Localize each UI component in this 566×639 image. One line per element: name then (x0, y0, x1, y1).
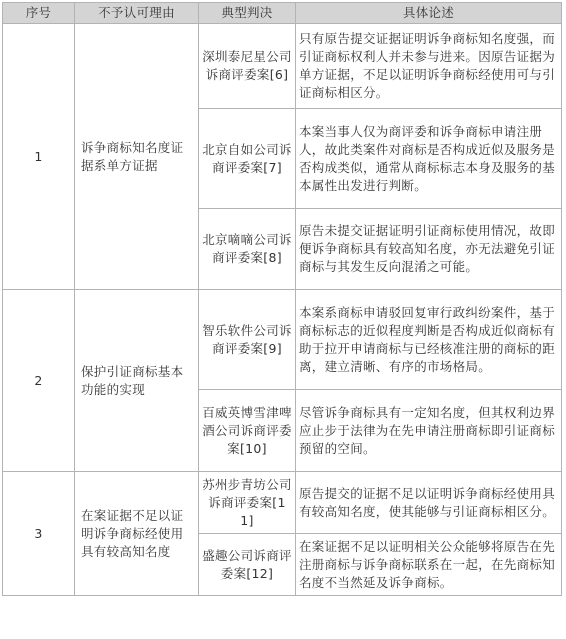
table-row (3, 290, 562, 390)
argument-cell: 本案系商标申请驳回复审行政纠纷案件，基于商标标志的近似程度判断是否构成近似商标有助于拉开申请商标与已经核准注册的商标的距离，建立清晰、有序的市场格局。 (296, 290, 562, 390)
rejection-reason-cell: 保护引证商标基本功能的实现 (75, 290, 199, 472)
case-name-cell: 智乐软件公司诉商评委案[9] (199, 290, 296, 390)
judgment-table (2, 2, 562, 596)
case-name-cell: 苏州步青坊公司诉商评委案[11] (199, 472, 296, 534)
header-specific-argument: 具体论述 (296, 3, 562, 24)
table-header-row (3, 3, 562, 24)
header-typical-judgment: 典型判决 (199, 3, 296, 24)
argument-cell: 尽管诉争商标具有一定知名度，但其权利边界应止步于法律为在先申请注册商标即引证商标预留的空间。 (296, 390, 562, 472)
argument-cell: 原告未提交证据证明引证商标使用情况，故即便诉争商标具有较高知名度，亦无法避免引证商标与其发生反向混淆之可能。 (296, 209, 562, 290)
table-row (3, 24, 562, 109)
case-name-cell: 北京嘀嘀公司诉商评委案[8] (199, 209, 296, 290)
table-row (3, 472, 562, 534)
rejection-reason-cell: 在案证据不足以证明诉争商标经使用具有较高知名度 (75, 472, 199, 596)
serial-number-cell: 1 (3, 24, 75, 290)
header-rejection-reason: 不予认可理由 (75, 3, 199, 24)
serial-number-cell: 3 (3, 472, 75, 596)
argument-cell: 原告提交的证据不足以证明诉争商标经使用具有较高知名度，使其能够与引证商标相区分。 (296, 472, 562, 534)
argument-cell: 在案证据不足以证明相关公众能够将原告在先注册商标与诉争商标联系在一起，在先商标知名度不当然延及诉争商标。 (296, 534, 562, 596)
case-name-cell: 深圳泰尼星公司诉商评委案[6] (199, 24, 296, 109)
header-serial-number: 序号 (3, 3, 75, 24)
argument-cell: 本案当事人仅为商评委和诉争商标申请注册人，故此类案件对商标是否构成近似及服务是否构成类似，通常从商标标志本身及服务的基本属性出发进行判断。 (296, 109, 562, 209)
case-name-cell: 北京自如公司诉商评委案[7] (199, 109, 296, 209)
case-name-cell: 百威英博雪津啤酒公司诉商评委案[10] (199, 390, 296, 472)
case-name-cell: 盛趣公司诉商评委案[12] (199, 534, 296, 596)
serial-number-cell: 2 (3, 290, 75, 472)
rejection-reason-cell: 诉争商标知名度证据系单方证据 (75, 24, 199, 290)
argument-cell: 只有原告提交证据证明诉争商标知名度强，而引证商标权利人并未参与进来。因原告证据为单方证据，不足以证明诉争商标经使用可与引证商标相区分。 (296, 24, 562, 109)
